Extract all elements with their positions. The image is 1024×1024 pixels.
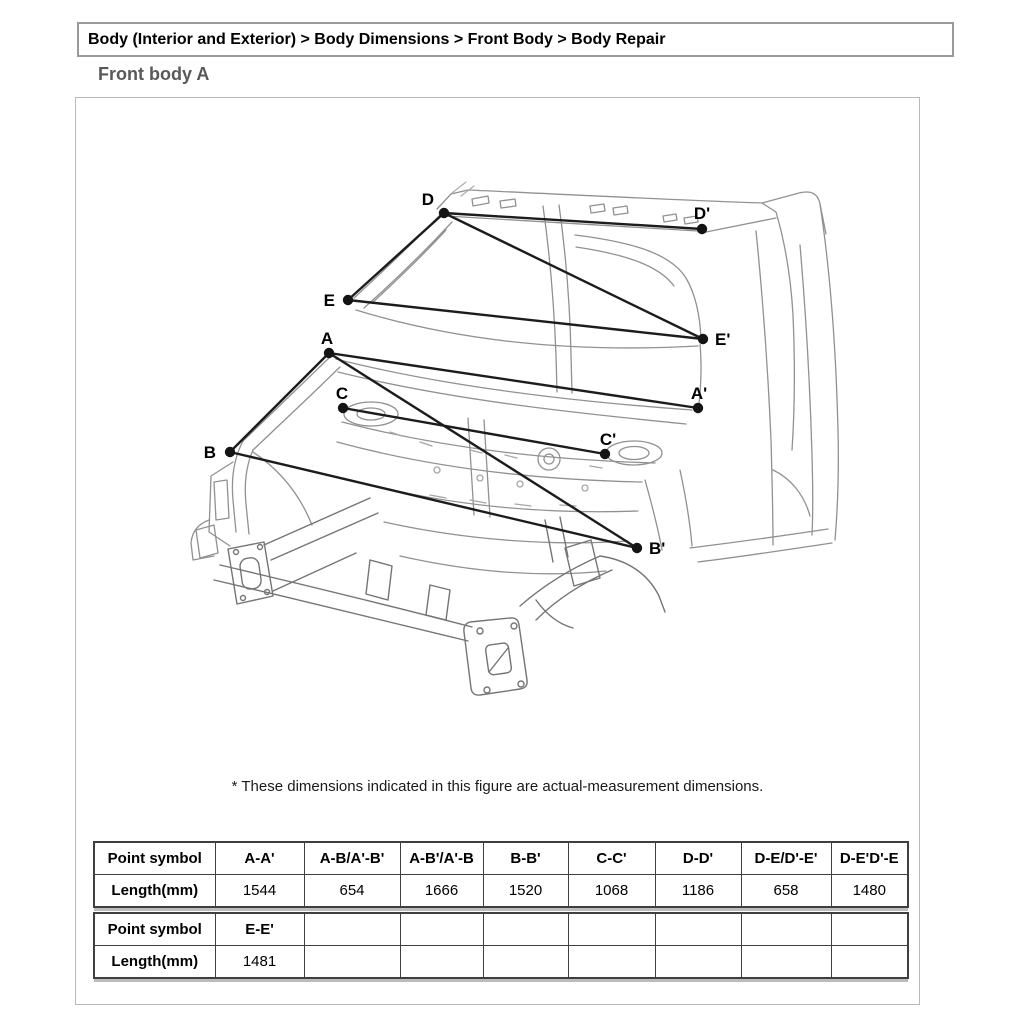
table-cell: 1544 bbox=[215, 875, 304, 908]
measurement-point bbox=[343, 295, 353, 305]
table-cell bbox=[655, 913, 741, 946]
table-cell: B-B' bbox=[483, 842, 568, 875]
measurement-line bbox=[329, 353, 698, 408]
point-label: D bbox=[421, 190, 434, 209]
point-label: B bbox=[203, 443, 216, 462]
point-label: C' bbox=[599, 430, 617, 449]
table-cell: E-E' bbox=[215, 913, 304, 946]
figure-panel bbox=[75, 97, 920, 1005]
table-cell bbox=[304, 913, 400, 946]
table-cell bbox=[483, 946, 568, 979]
measurement-point bbox=[697, 224, 707, 234]
table-cell: 658 bbox=[741, 875, 831, 908]
table-cell: D-E'D'-E bbox=[831, 842, 908, 875]
measurement-point bbox=[693, 403, 703, 413]
measurement-point bbox=[338, 403, 348, 413]
point-label: E' bbox=[715, 330, 731, 349]
table-row-point-symbols bbox=[94, 913, 908, 946]
car-body-wireframe bbox=[191, 182, 838, 574]
dimensions-table-extra bbox=[93, 912, 909, 979]
table-cell: 1520 bbox=[483, 875, 568, 908]
table-cell: A-B/A'-B' bbox=[304, 842, 400, 875]
table-cell: 1666 bbox=[400, 875, 483, 908]
table-cell: 1068 bbox=[568, 875, 655, 908]
measurement-point bbox=[225, 447, 235, 457]
breadcrumb bbox=[77, 22, 954, 57]
table-cell: 1186 bbox=[655, 875, 741, 908]
table-cell: D-D' bbox=[655, 842, 741, 875]
table-cell: 654 bbox=[304, 875, 400, 908]
table-cell bbox=[400, 913, 483, 946]
measurement-line bbox=[348, 213, 444, 300]
measurement-line bbox=[348, 300, 703, 339]
table-cell bbox=[831, 946, 908, 979]
body-dimensions-diagram bbox=[100, 130, 872, 782]
table-cell bbox=[568, 913, 655, 946]
table-cell: A-A' bbox=[215, 842, 304, 875]
figure-note: * These dimensions indicated in this figure are actual-measurement dimensions. bbox=[231, 778, 764, 795]
row-header: Length(mm) bbox=[94, 875, 215, 908]
front-subframe-wireframe bbox=[214, 498, 665, 695]
table-cell bbox=[304, 946, 400, 979]
page-title: Front body A bbox=[98, 64, 210, 84]
point-label: B' bbox=[649, 539, 666, 558]
table-row-lengths bbox=[94, 875, 908, 908]
breadcrumb-text: Body (Interior and Exterior) > Body Dimensions > Front Body > Body Repair bbox=[88, 31, 666, 48]
dimensions-table-main bbox=[93, 841, 909, 908]
point-label: A bbox=[320, 329, 334, 348]
table-cell bbox=[741, 946, 831, 979]
point-label: C bbox=[335, 384, 349, 403]
measurement-line bbox=[230, 353, 329, 452]
table-cell: 1480 bbox=[831, 875, 908, 908]
table-cell: A-B'/A'-B bbox=[400, 842, 483, 875]
point-label: A' bbox=[690, 384, 708, 403]
table-row-point-symbols bbox=[94, 842, 908, 875]
table-cell: D-E/D'-E' bbox=[741, 842, 831, 875]
measurement-point bbox=[632, 543, 642, 553]
point-label: E bbox=[323, 291, 335, 310]
row-header: Point symbol bbox=[94, 913, 215, 946]
table-cell: 1481 bbox=[215, 946, 304, 979]
table-cell bbox=[655, 946, 741, 979]
row-header: Point symbol bbox=[94, 842, 215, 875]
measurement-point bbox=[439, 208, 449, 218]
table-cell bbox=[831, 913, 908, 946]
point-label: D' bbox=[693, 204, 711, 223]
table-cell bbox=[568, 946, 655, 979]
measurement-point bbox=[698, 334, 708, 344]
table-row-lengths bbox=[94, 946, 908, 979]
measurement-point bbox=[324, 348, 334, 358]
table-cell bbox=[483, 913, 568, 946]
table-cell: C-C' bbox=[568, 842, 655, 875]
table-cell bbox=[400, 946, 483, 979]
measurement-point bbox=[600, 449, 610, 459]
table-cell bbox=[741, 913, 831, 946]
row-header: Length(mm) bbox=[94, 946, 215, 979]
